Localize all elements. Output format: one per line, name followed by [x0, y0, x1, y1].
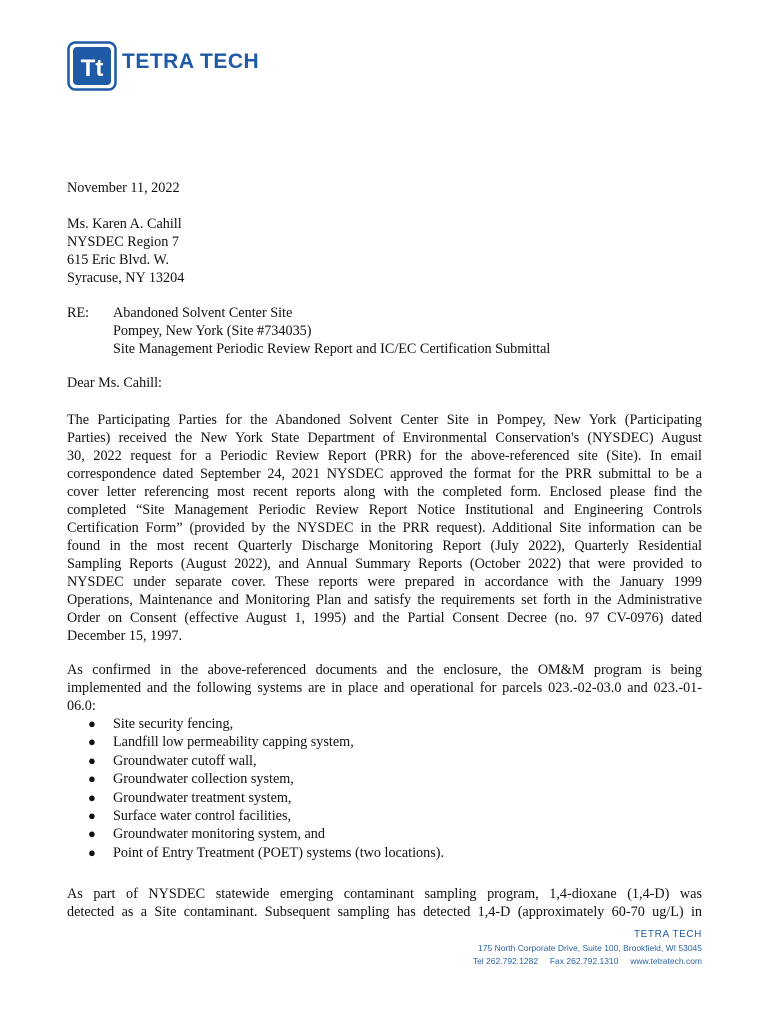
bullet-icon: ● [88, 752, 96, 768]
list-item: ● Point of Entry Treatment (POET) systems (two locations). [88, 844, 445, 861]
paragraph-line: Order on Consent (effective August 1, 1995) and the Partial Consent Decree (no. 97 CV-0976) dated [67, 610, 702, 626]
footer-address: 175 North Corporate Drive, Suite 100, Brookfield, WI 53045 [478, 943, 702, 953]
paragraph-line: 06.0: [67, 698, 96, 714]
paragraph-line: The Participating Parties for the Abandoned Solvent Center Site in Pompey, New York (Participating [67, 412, 702, 428]
paragraph-line: found in the most recent Quarterly Discharge Monitoring Report (July 2022), Quarterly Residential [67, 538, 702, 554]
page-footer [473, 927, 702, 968]
svg-text:Tt: Tt [80, 55, 104, 82]
re-line: Site Management Periodic Review Report and IC/EC Certification Submittal [113, 341, 551, 357]
paragraph-line: As confirmed in the above-referenced documents and the enclosure, the OM&M program is being [67, 662, 702, 678]
paragraph-line: Certification Form” (provided by the NYSDEC in the PRR request). Additional Site information can be [67, 520, 702, 536]
list-item: ● Groundwater treatment system, [88, 789, 292, 806]
tetra-tech-logo-icon [67, 41, 117, 91]
bullet-icon: ● [88, 789, 96, 805]
paragraph-line: NYSDEC under separate cover. These reports were prepared in accordance with the January 1999 [67, 574, 702, 590]
company-logo [67, 41, 259, 91]
list-item: ● Groundwater collection system, [88, 771, 294, 788]
paragraph-line: implemented and the following systems are in place and operational for parcels 023.-02-03.0 and 023.-01- [67, 680, 702, 696]
paragraph-intro [67, 411, 702, 645]
bullet-icon: ● [88, 844, 96, 860]
footer-company: TETRA TECH [633, 929, 702, 940]
footer-contact: Tel 262.792.1282 Fax 262.792.1310 www.tetratech.com [472, 956, 702, 966]
paragraph-line: 30, 2022 request for a Periodic Review Report (PRR) for the above-referenced site (Site). In email [67, 448, 702, 464]
letter-date: November 11, 2022 [67, 180, 180, 196]
recipient-line: NYSDEC Region 7 [67, 234, 179, 250]
paragraph-line: As part of NYSDEC statewide emerging contaminant sampling program, 1,4-dioxane (1,4-D) was [67, 886, 702, 902]
salutation: Dear Ms. Cahill: [67, 375, 162, 391]
systems-list [88, 715, 444, 862]
re-line: Abandoned Solvent Center Site [113, 305, 293, 321]
recipient-line: 615 Eric Blvd. W. [67, 252, 170, 268]
paragraph-line: Operations, Maintenance and Monitoring Plan and satisfy the requirements set forth in the Administrative [67, 592, 702, 608]
paragraph-line: completed “Site Management Periodic Review Report Notice Institutional and Engineering Controls [67, 502, 702, 518]
bullet-icon: ● [88, 716, 96, 731]
paragraph-dioxane [67, 885, 702, 921]
list-item: ● Landfill low permeability capping system, [88, 734, 354, 751]
list-item: ● Groundwater cutoff wall, [88, 752, 257, 769]
bullet-icon: ● [88, 808, 96, 824]
list-item: ● Groundwater monitoring system, and [88, 826, 325, 843]
list-item: ● Surface water control facilities, [88, 808, 292, 825]
company-name: TETRA TECH [122, 50, 260, 73]
re-line: Pompey, New York (Site #734035) [113, 323, 312, 339]
list-item: ● Site security fencing, [88, 716, 234, 732]
bullet-icon: ● [88, 771, 96, 787]
recipient-line: Ms. Karen A. Cahill [67, 216, 182, 232]
re-label: RE: [67, 305, 90, 321]
paragraph-line: cover letter referencing most recent reports along with the completed form. Enclosed please find the [67, 484, 702, 500]
paragraph-line: Parties) received the New York State Department of Environmental Conservation's (NYSDEC) August [67, 430, 702, 446]
recipient-line: Syracuse, NY 13204 [67, 270, 185, 286]
paragraph-line: detected as a Site contaminant. Subsequent sampling has detected 1,4-D (approximately 60-70 ug/L) in [67, 904, 702, 920]
re-subject [113, 304, 550, 358]
paragraph-line: December 15, 1997. [67, 628, 183, 644]
bullet-icon: ● [88, 826, 96, 842]
paragraph-line: correspondence dated September 24, 2021 NYSDEC approved the format for the PRR submittal to be a [67, 466, 702, 482]
recipient-address [67, 215, 184, 287]
paragraph-line: Sampling Reports (August 2022), and Annual Summary Reports (October 2022) that were provided to [67, 556, 702, 572]
bullet-icon: ● [88, 734, 96, 750]
paragraph-systems [67, 661, 702, 715]
